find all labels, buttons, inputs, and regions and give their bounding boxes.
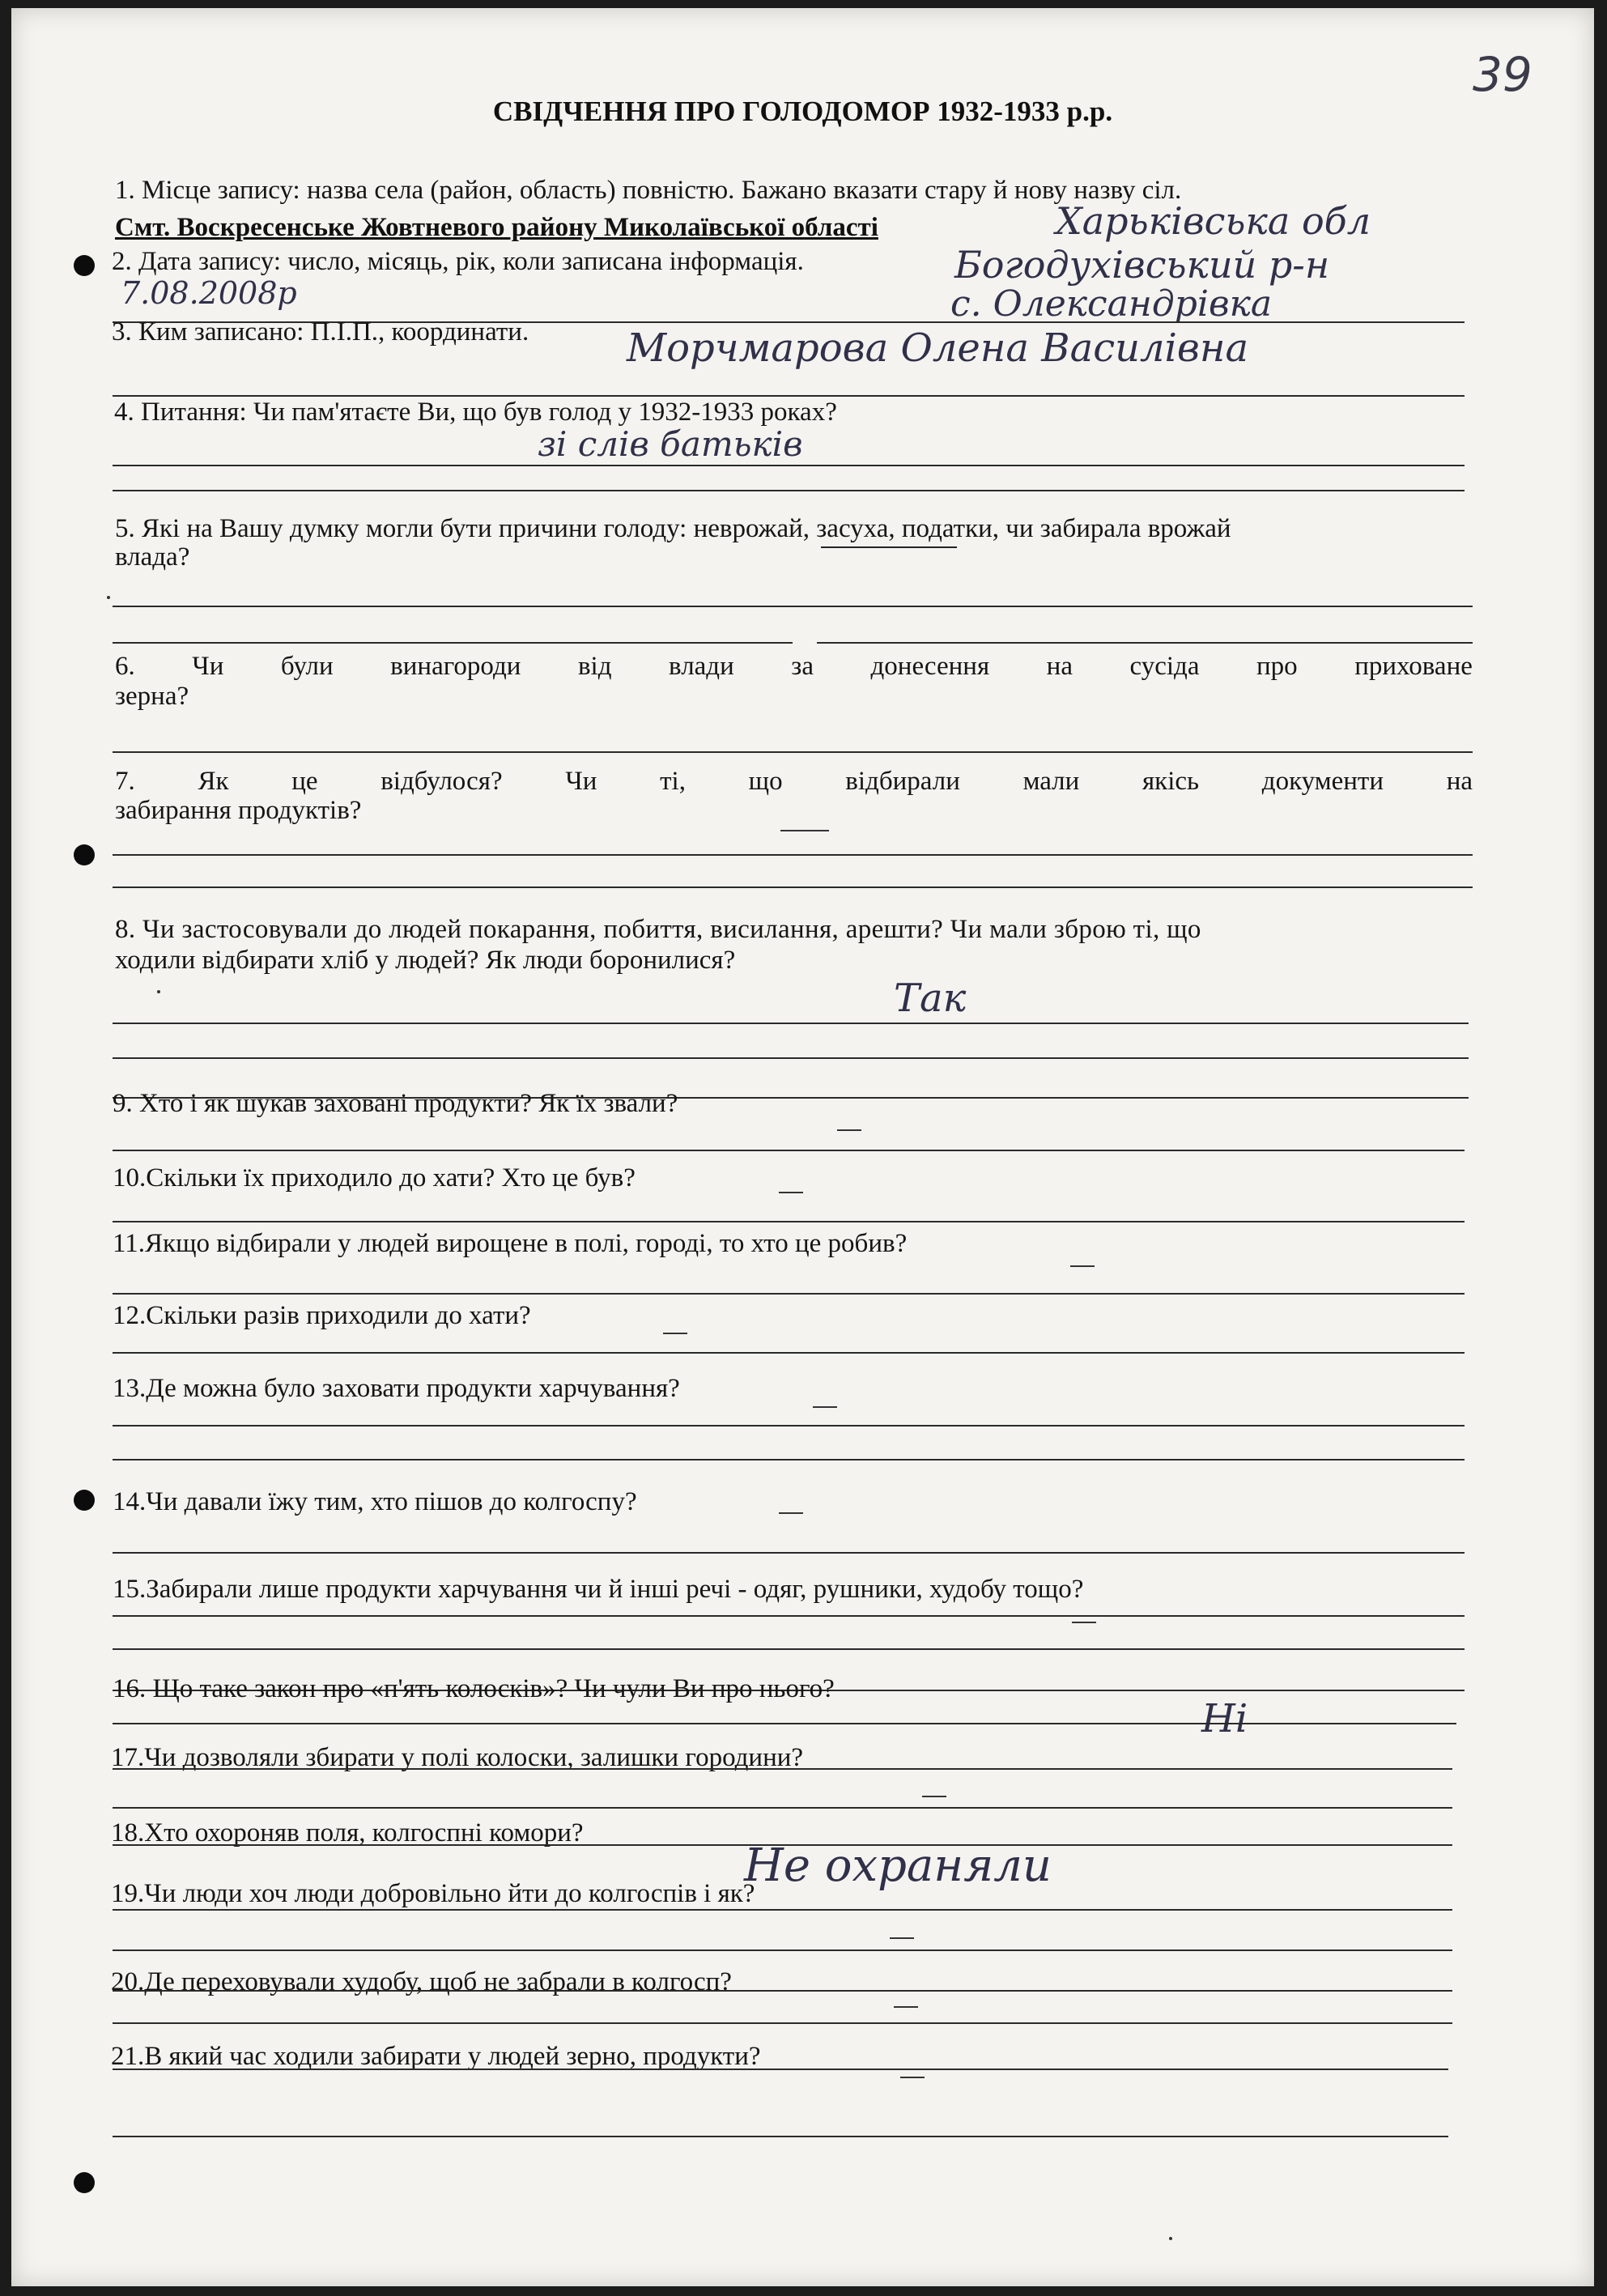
handwritten-answer-8: Так <box>894 976 967 1021</box>
handwritten-village: с. Олександрівка <box>950 283 1273 325</box>
question-6-line-1: 6. Чи були винагороди від влади за донесення на сусіда про приховане <box>115 652 1473 681</box>
question-13: 13.Де можна було заховати продукти харчування? <box>113 1374 680 1403</box>
question-4: 4. Питання: Чи пам'ятаєте Ви, що був голод у 1932-1933 роках? <box>114 398 837 427</box>
binder-hole <box>74 1490 95 1511</box>
question-15: 15.Забирали лише продукти харчування чи й інші речі - одяг, рушники, худобу тощо? <box>113 1575 1084 1604</box>
binder-hole <box>74 255 95 276</box>
question-2: 2. Дата запису: число, місяць, рік, коли записана інформація. <box>112 247 804 276</box>
handwritten-answer-18: Не охраняли <box>744 1839 1052 1892</box>
document-page <box>11 8 1594 2286</box>
question-21: 21.В який час ходили забирати у людей зерно, продукти? <box>111 2042 761 2071</box>
question-16: 16. Що таке закон про «п'ять колосків»? Чи чули Ви про нього? <box>113 1674 835 1703</box>
binder-hole <box>74 844 95 865</box>
binder-hole <box>74 2172 95 2193</box>
question-17: 17.Чи дозволяли збирати у полі колоски, залишки городини? <box>111 1743 804 1772</box>
handwritten-date: 7.08.2008р <box>121 275 297 311</box>
handwritten-recorder: Морчмарова Олена Василівна <box>627 325 1249 371</box>
question-18: 18.Хто охороняв поля, колгоспні комори? <box>111 1818 584 1847</box>
question-5-line-1: 5. Які на Вашу думку могли бути причини голоду: неврожай, засуха, податки, чи забирала врожай <box>115 514 1231 543</box>
question-1-answer: Смт. Воскресенське Жовтневого району Миколаївської області <box>115 213 878 242</box>
question-5-line-2: влада? <box>115 542 190 572</box>
question-1: 1. Місце запису: назва села (район, область) повністю. Бажано вказати стару й нову назву сіл. <box>115 176 1182 205</box>
question-11: 11.Якщо відбирали у людей вирощене в полі, городі, то хто це робив? <box>113 1229 908 1258</box>
question-7-line-2: забирання продуктів? <box>115 796 362 825</box>
question-12: 12.Скільки разів приходили до хати? <box>113 1301 531 1330</box>
question-6-line-2: зерна? <box>115 682 189 711</box>
question-7-line-1: 7. Як це відбулося? Чи ті, що відбирали мали якісь документи на <box>115 767 1473 796</box>
question-9: 9. Хто і як шукав заховані продукти? Як їх звали? <box>113 1089 678 1118</box>
handwritten-answer-4: зі слів батьків <box>538 424 803 464</box>
question-14: 14.Чи давали їжу тим, хто пішов до колгоспу? <box>113 1487 637 1516</box>
handwritten-district: Богодухівський р-н <box>954 243 1330 287</box>
question-10: 10.Скільки їх приходило до хати? Хто це був? <box>113 1163 636 1193</box>
page-number: 39 <box>1473 47 1533 102</box>
handwritten-answer-16: Ні <box>1201 1696 1248 1741</box>
question-19: 19.Чи люди хоч люди добровільно йти до колгоспів і як? <box>111 1879 755 1908</box>
handwritten-region: Харьківська обл <box>1056 199 1371 243</box>
question-20: 20.Де переховували худобу, щоб не забрали в колгосп? <box>111 1967 732 1996</box>
question-8-line-2: ходили відбирати хліб у людей? Як люди боронилися? <box>115 946 736 975</box>
page-title: СВІДЧЕННЯ ПРО ГОЛОДОМОР 1932-1933 р.р. <box>492 96 1113 127</box>
question-8-line-1: 8. Чи застосовували до людей покарання, побиття, висилання, арешти? Чи мали зброю ті, що <box>115 915 1201 944</box>
question-3: 3. Ким записано: П.І.П., координати. <box>112 317 529 347</box>
